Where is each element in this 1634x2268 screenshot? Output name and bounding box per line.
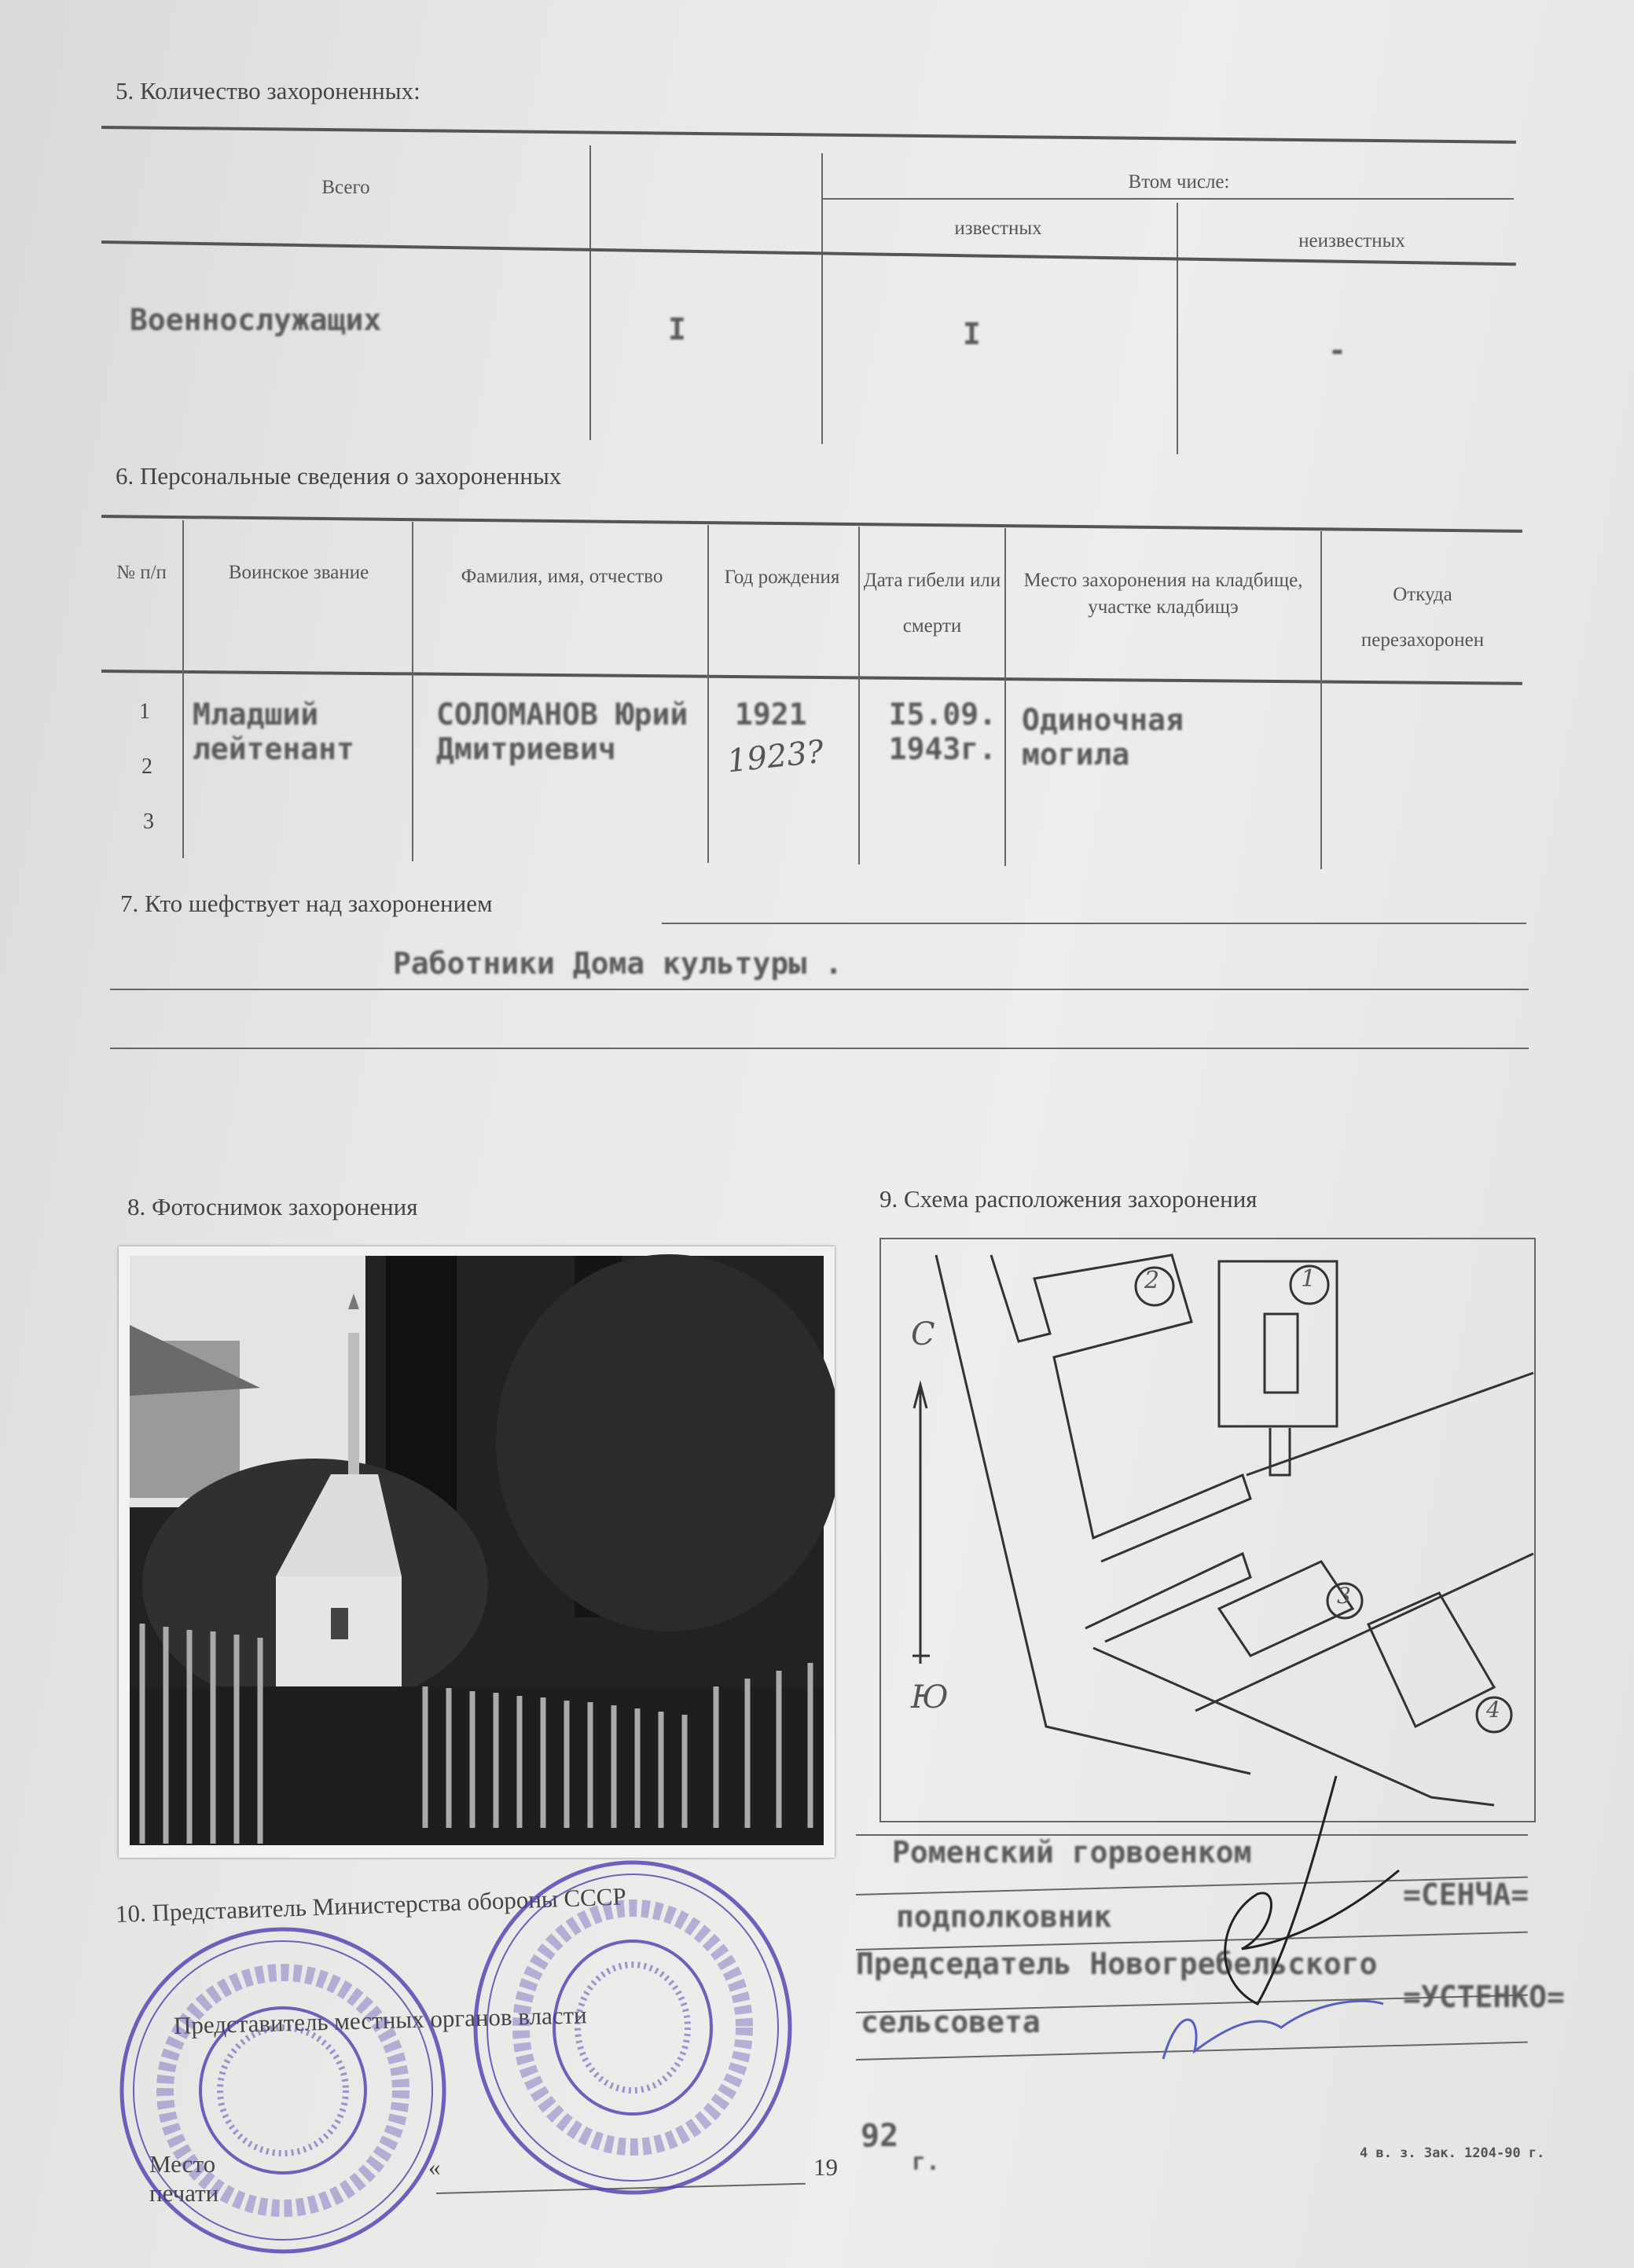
column-divider xyxy=(412,522,413,861)
column-divider xyxy=(1320,531,1322,869)
signer-2-title: Председатель Новогребельского xyxy=(856,1947,1378,1981)
signer-2-name: =УСТЕНКО= xyxy=(1403,1980,1565,2014)
section-5-title: 5. Количество захороненных: xyxy=(116,77,420,105)
table-border xyxy=(101,515,1522,533)
scheme-drawing xyxy=(881,1239,1534,1821)
row-number: 2 xyxy=(141,754,152,779)
column-divider xyxy=(858,527,860,864)
location-scheme xyxy=(879,1238,1536,1822)
print-info: 4 в. з. Зак. 1204-90 г. xyxy=(1360,2145,1545,2161)
column-divider xyxy=(182,520,184,858)
record-burial-place: Одиночная могила xyxy=(1022,703,1184,772)
stamp-place-label: Место печати xyxy=(149,2150,219,2207)
record-birth-year-handwritten: 1923? xyxy=(725,733,826,780)
north-label: С xyxy=(911,1316,935,1352)
signer-1-rank: подполковник xyxy=(896,1899,1112,1934)
column-divider xyxy=(1004,528,1006,866)
record-full-name: СОЛОМАНОВ Юрий Дмитриевич xyxy=(436,697,688,766)
record-death-date: I5.09. 1943г. xyxy=(888,697,997,766)
known-count: I xyxy=(963,317,981,351)
date-open-quote: « xyxy=(428,2153,441,2181)
handwritten-signatures xyxy=(1100,1745,1572,2075)
row-label-military: Военнослужащих xyxy=(130,303,382,337)
record-birth-year: 1921 xyxy=(735,697,807,732)
row-number: 1 xyxy=(139,699,150,724)
local-authority-rep-label: Представитель местных органов власти xyxy=(173,2001,588,2039)
unknown-count: - xyxy=(1328,333,1346,368)
header-full-name: Фамилия, имя, отчество xyxy=(461,566,663,587)
table-border xyxy=(101,126,1516,144)
south-label: Ю xyxy=(911,1679,949,1716)
header-burial-place: Место захоронения на кладбище, участке кладбищэ xyxy=(1023,570,1303,618)
signer-1-name: =СЕНЧА= xyxy=(1403,1877,1529,1912)
header-unknown: неизвестных xyxy=(1298,230,1405,251)
official-stamp-left xyxy=(110,1918,456,2263)
grave-photo-image xyxy=(119,1246,835,1858)
total-count: I xyxy=(668,312,686,347)
record-rank: Младший лейтенант xyxy=(193,697,354,766)
grave-photo xyxy=(119,1246,835,1858)
marker-4: 4 xyxy=(1486,1697,1500,1723)
section-7-title: 7. Кто шефствует над захоронением xyxy=(120,890,493,917)
column-divider xyxy=(707,525,709,863)
row-number: 3 xyxy=(143,809,154,834)
date-suffix: г. xyxy=(912,2149,941,2176)
official-stamp-right xyxy=(464,1855,802,2200)
column-divider xyxy=(589,145,591,440)
section-9-title: 9. Схема расположения захоронения xyxy=(879,1185,1258,1213)
section-6-title: 6. Персональные сведения о захороненных xyxy=(116,462,562,490)
marker-1: 1 xyxy=(1301,1265,1316,1293)
header-birth-year: Год рождения xyxy=(724,567,840,588)
section-8-title: 8. Фотоснимок захоронения xyxy=(127,1193,418,1220)
header-number: № п/п xyxy=(116,562,167,583)
column-divider xyxy=(821,153,823,444)
signer-2-office: сельсовета xyxy=(861,2005,1041,2039)
marker-2: 2 xyxy=(1144,1267,1160,1294)
marker-3: 3 xyxy=(1337,1583,1351,1609)
header-including: Втом числе: xyxy=(1128,171,1230,193)
header-known: известных xyxy=(954,218,1042,239)
signer-1-title: Роменский горвоенком xyxy=(892,1835,1252,1870)
header-reburied-from: Откуда перезахоронен xyxy=(1360,584,1485,651)
fill-line xyxy=(110,989,1529,990)
header-rank: Воинское звание xyxy=(228,562,369,583)
date-century: 19 xyxy=(813,2153,838,2181)
fill-line xyxy=(662,923,1526,924)
table-border xyxy=(822,198,1514,200)
section-10-title: 10. Представитель Министерства обороны СССР xyxy=(115,1882,627,1928)
column-divider xyxy=(1177,203,1178,454)
patron-value: Работники Дома культуры . xyxy=(393,946,843,981)
table-border xyxy=(101,670,1522,685)
date-year: 92 xyxy=(861,2118,899,2154)
fill-line xyxy=(110,1048,1529,1049)
header-death-date: Дата гибели или смерти xyxy=(863,570,1001,637)
header-total: Всего xyxy=(321,177,370,198)
